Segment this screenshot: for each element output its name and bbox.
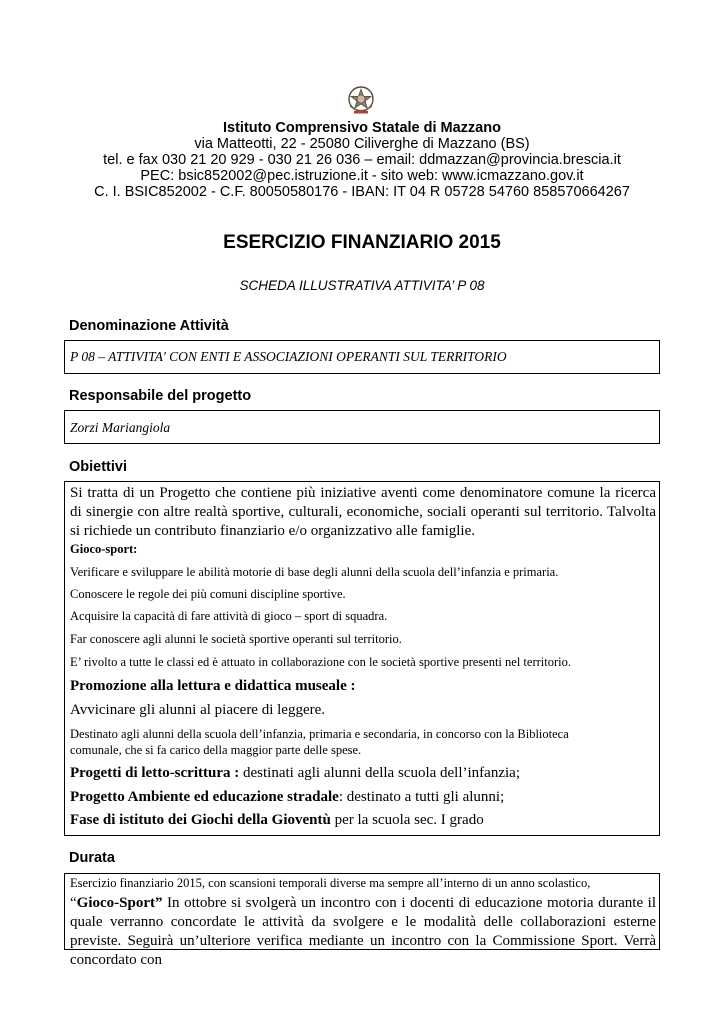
responsabile-label: Responsabile del progetto: [69, 388, 252, 404]
giochi-gioventu-line: [70, 812, 484, 829]
lettura-desc-1: Destinato agli alunni della scuola dell’infanzia, primaria e secondaria, in concorso con la Biblioteca: [70, 727, 569, 741]
ambiente-line: [70, 789, 504, 806]
lettura-line: Avvicinare gli alunni al piacere di leggere.: [70, 702, 326, 718]
quote-open: “: [70, 895, 77, 911]
school-address: via Matteotti, 22 - 25080 Ciliverghe di Mazzano (BS): [194, 136, 530, 152]
lettura-title: Promozione alla lettura e didattica museale :: [70, 678, 356, 694]
lettura-desc-2: comunale, che si fa carico della maggior parte delle spese.: [70, 743, 362, 757]
school-codes: C. I. BSIC852002 - C.F. 80050580176 - IBAN: IT 04 R 05728 54760 858570664267: [94, 184, 630, 200]
durata-line-1: Esercizio finanziario 2015, con scansioni temporali diverse ma sempre all’interno di un anno scolastico,: [70, 876, 591, 890]
gioco-sport-title: Gioco-sport:: [70, 542, 138, 556]
letto-scrittura-rest: destinati agli alunni della scuola dell’infanzia;: [239, 765, 520, 781]
gioco-item: Conoscere le regole dei più comuni discipline sportive.: [70, 587, 346, 601]
giochi-gioventu-rest: per la scuola sec. I grado: [330, 812, 484, 828]
ambiente-bold: Progetto Ambiente ed educazione stradale: [70, 789, 339, 805]
denominazione-box: [64, 340, 660, 374]
ambiente-rest: : destinato a tutti gli alunni;: [338, 789, 505, 805]
durata-gioco-sport-bold: Gioco-Sport”: [76, 895, 163, 911]
durata-label: Durata: [69, 850, 115, 866]
school-pec: PEC: bsic852002@pec.istruzione.it - sito web: www.icmazzano.gov.it: [140, 168, 584, 184]
gioco-item: Acquisire la capacità di fare attività di gioco – sport di squadra.: [70, 609, 388, 623]
italian-republic-emblem-icon: [346, 84, 376, 116]
durata-gioco-sport-text: In ottobre si svolgerà un incontro con i docenti di educazione motoria durante il quale verranno concordate le attività da svolgere e le modalità delle collaborazioni esterne previste. Seguirà un’ulteriore verifica mediante un incontro con la Commissione Sport. Verrà concordato con: [70, 895, 656, 968]
gioco-item: Far conoscere agli alunni le società sportive operanti sul territorio.: [70, 632, 402, 646]
durata-gioco-sport-paragraph: [70, 894, 656, 970]
letto-scrittura-line: [70, 765, 520, 782]
gioco-item: Verificare e sviluppare le abilità motorie di base degli alunni della scuola dell’infanzia e primaria.: [70, 565, 559, 579]
page-subtitle: SCHEDA ILLUSTRATIVA ATTIVITA’ P 08: [239, 278, 485, 293]
school-name: Istituto Comprensivo Statale di Mazzano: [223, 120, 501, 136]
letto-scrittura-bold: Progetti di letto-scrittura :: [70, 765, 240, 781]
page-title: ESERCIZIO FINANZIARIO 2015: [223, 232, 501, 253]
gioco-item: E’ rivolto a tutte le classi ed è attuato in collaborazione con le società sportive presenti nel territorio.: [70, 655, 571, 669]
obiettivi-intro: Si tratta di un Progetto che contiene più iniziative aventi come denominatore comune la ricerca di sinergie con altre realtà sportive, culturali, economiche, sociali operanti sul territorio. Talvolta si richiede un contributo finanziario e/o organizzativo alle famiglie.: [70, 485, 656, 539]
obiettivi-label: Obiettivi: [69, 459, 128, 475]
responsabile-value: Zorzi Mariangiola: [70, 420, 171, 435]
denominazione-value: P 08 – ATTIVITA' CON ENTI E ASSOCIAZIONI OPERANTI SUL TERRITORIO: [70, 349, 507, 364]
obiettivi-box: [64, 481, 660, 836]
school-contacts: tel. e fax 030 21 20 929 - 030 21 26 036 – email: ddmazzan@provincia.brescia.it: [103, 152, 621, 168]
durata-box: [64, 873, 660, 968]
denominazione-label: Denominazione Attività: [69, 318, 229, 334]
responsabile-box: [64, 410, 660, 444]
giochi-gioventu-bold: Fase di istituto dei Giochi della Gioventù: [70, 812, 331, 828]
